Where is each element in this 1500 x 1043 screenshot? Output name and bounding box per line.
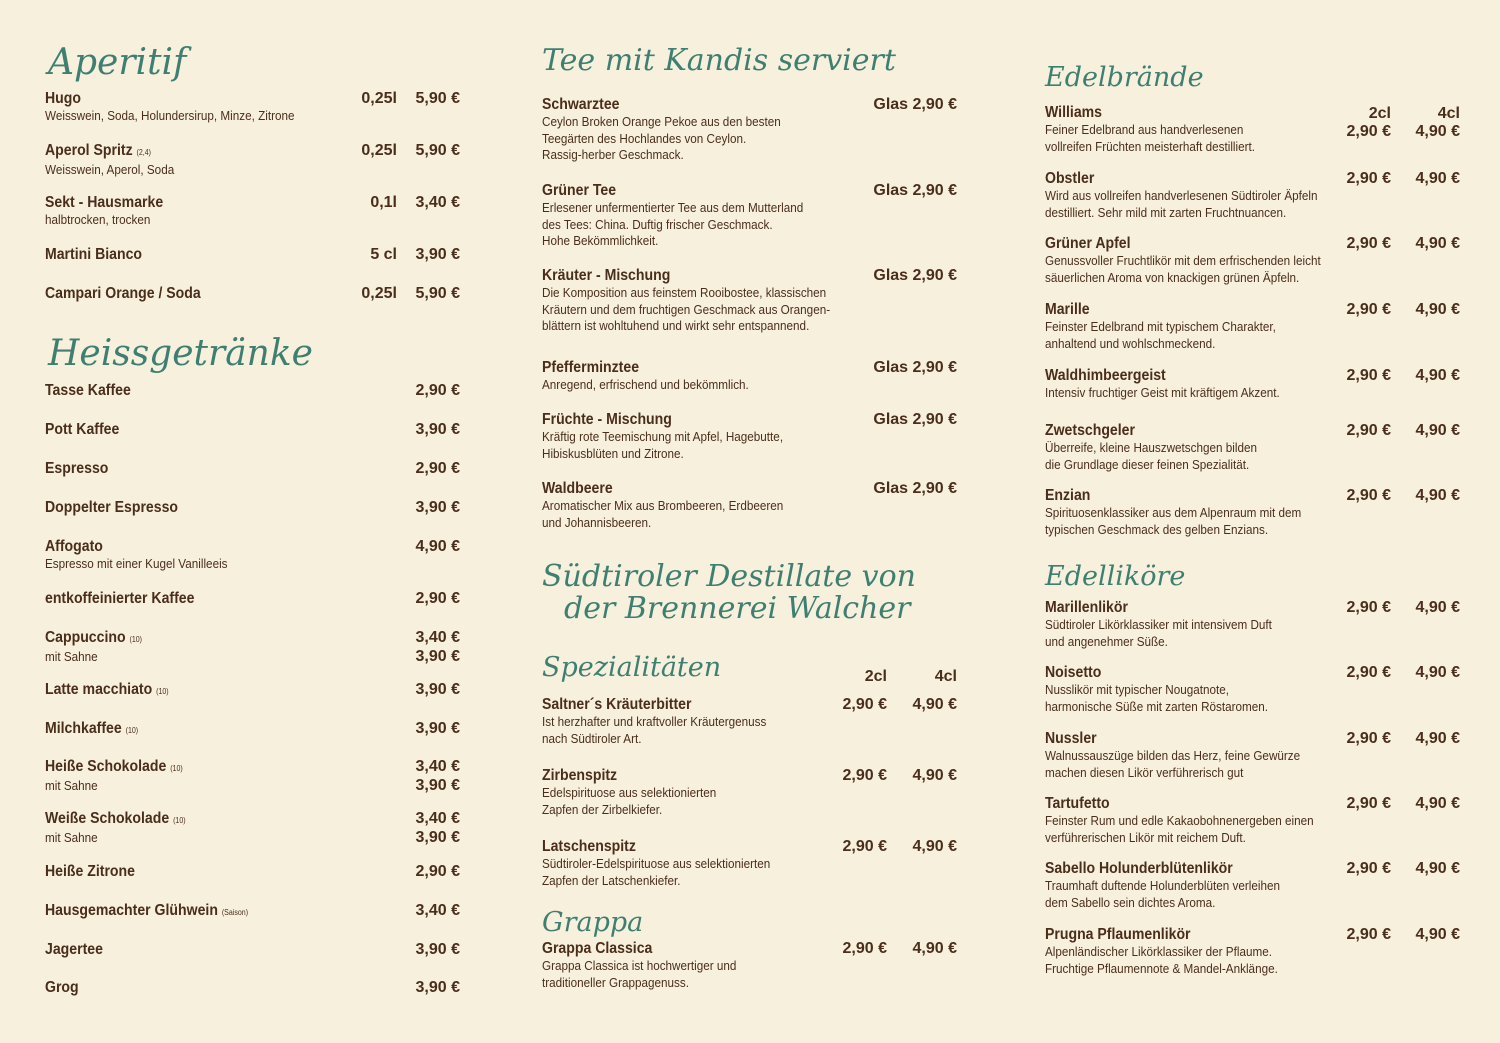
menu-item — [542, 939, 957, 991]
menu-item — [1045, 925, 1460, 977]
item-description-line: und angenehmer Süße. — [1045, 633, 1168, 649]
item-description-line: Edelspirituose aus selektionierten — [542, 785, 717, 800]
item-description-line: Zapfen der Zirbelkiefer. — [542, 801, 663, 817]
item-name-text: Hugo — [45, 90, 81, 107]
item-price: 5,90 € — [415, 90, 460, 107]
item-price-4cl: 4,90 € — [1415, 235, 1460, 252]
item-description-line: destilliert. Sehr mild mit zarten Fruchtnuancen. — [1045, 204, 1287, 220]
item-name — [542, 95, 907, 114]
item-name-text: Marille — [1045, 301, 1090, 318]
item-name — [45, 680, 410, 701]
item-price-2cl: 2,90 € — [1346, 926, 1391, 943]
item-name-text: Pott Kaffee — [45, 421, 120, 438]
item-price-4cl: 4,90 € — [912, 940, 957, 957]
item-price: 3,90 € — [415, 941, 460, 958]
item-price-4cl: 4,90 € — [912, 767, 957, 784]
item-name-text: Tartufetto — [1045, 795, 1110, 812]
item-description: Weisswein, Soda, Holundersirup, Minze, Zitrone — [45, 108, 295, 123]
item-name-text: Aperol Spritz — [45, 142, 133, 159]
item-description-line: vollreifen Früchten meisterhaft destilliert. — [1045, 138, 1256, 154]
item-price-with-cream: 3,90 € — [415, 829, 460, 846]
item-name — [45, 809, 410, 830]
item-description-line: machen diesen Likör verführerisch gut — [1045, 764, 1244, 780]
item-price-4cl: 4,90 € — [1415, 487, 1460, 504]
item-price: Glas 2,90 € — [873, 96, 957, 113]
aperitif-heading: Aperitif — [48, 42, 187, 83]
item-name — [45, 193, 410, 212]
item-price-with-cream: 3,90 € — [415, 648, 460, 665]
item-note: (10) — [170, 764, 183, 773]
edelbraende-col-4cl: 4cl — [1437, 105, 1460, 122]
item-price: 3,90 € — [415, 979, 460, 996]
item-price: 3,90 € — [415, 720, 460, 737]
item-description-line: Walnussauszüge bilden das Herz, feine Gewürze — [1045, 748, 1301, 763]
item-description-line: Spirituosenklassiker aus dem Alpenraum mit dem — [1045, 505, 1302, 520]
item-note: (10) — [125, 726, 139, 735]
menu-item — [45, 862, 460, 881]
item-name-text: Noisetto — [1045, 664, 1102, 681]
edelbraende-col-2cl: 2cl — [1368, 105, 1391, 122]
item-name-text: Früchte - Mischung — [542, 411, 672, 428]
item-name-text: Jagertee — [45, 941, 103, 958]
menu-item — [45, 498, 460, 517]
item-name-text: Zwetschgeler — [1045, 422, 1135, 439]
item-price: 2,90 € — [415, 460, 460, 477]
item-volume: 0,25l — [361, 90, 397, 107]
item-description-line: säuerlichen Aroma von knackigen grünen Äpfeln. — [1045, 269, 1300, 285]
item-note: (10) — [129, 635, 143, 644]
menu-item — [1045, 663, 1460, 715]
item-price: 4,90 € — [415, 538, 460, 555]
item-price-with-cream: 3,90 € — [415, 777, 460, 794]
item-name-text: Latte macchiato — [45, 681, 153, 698]
item-price: 2,90 € — [415, 382, 460, 399]
item-name-text: Grüner Tee — [542, 182, 617, 199]
item-price-4cl: 4,90 € — [912, 696, 957, 713]
spezialitaeten-col-2cl: 2cl — [864, 668, 887, 685]
item-price-4cl: 4,90 € — [1415, 730, 1460, 747]
edellikoere-heading: Edelliköre — [1045, 561, 1186, 592]
item-price-4cl: 4,90 € — [1415, 367, 1460, 384]
item-description-line: Wird aus vollreifen handverlesenen Südtiroler Äpfeln — [1045, 188, 1318, 203]
menu-item — [45, 901, 460, 922]
item-note: (10) — [156, 687, 169, 696]
menu-item — [542, 479, 957, 531]
item-volume: 5 cl — [370, 246, 397, 263]
item-description-line: Hohe Bekömmlichkeit. — [542, 233, 659, 248]
item-name-text: Espresso — [45, 460, 109, 477]
item-name-text: Kräuter - Mischung — [542, 267, 671, 284]
menu-item — [45, 89, 460, 125]
item-price-2cl: 2,90 € — [1346, 170, 1391, 187]
item-price-2cl: 2,90 € — [1346, 795, 1391, 812]
item-price-2cl: 2,90 € — [1346, 860, 1391, 877]
item-price-2cl: 2,90 € — [1346, 599, 1391, 616]
menu-item — [1045, 300, 1460, 352]
item-name-text: Sabello Holunderblütenlikör — [1045, 860, 1233, 877]
destillate-heading-line2: der Brennerei Walcher — [564, 591, 911, 626]
spezialitaeten-heading: Spezialitäten — [542, 652, 722, 683]
item-price-4cl: 4,90 € — [1415, 422, 1460, 439]
item-price: 2,90 € — [415, 863, 460, 880]
item-description-line: Intensiv fruchtiger Geist mit kräftigem Akzent. — [1045, 385, 1280, 400]
item-price: 3,90 € — [415, 499, 460, 516]
item-name-text: Campari Orange / Soda — [45, 285, 201, 302]
item-name — [45, 757, 410, 778]
item-name-text: Zirbenspitz — [542, 767, 618, 784]
menu-item — [45, 245, 460, 264]
item-description: mit Sahne — [45, 778, 98, 793]
item-price-4cl: 4,90 € — [1415, 795, 1460, 812]
item-price: 3,40 € — [415, 902, 460, 919]
item-name — [542, 479, 907, 498]
item-name — [45, 381, 410, 400]
item-description: mit Sahne — [45, 649, 98, 664]
item-description-line: Fruchtige Pflaumennote & Mandel-Anklänge. — [1045, 960, 1278, 976]
item-name-text: Latschenspitz — [542, 838, 636, 855]
menu-item — [1045, 421, 1460, 473]
menu-item — [45, 589, 460, 608]
item-description-line: Überreife, kleine Hauszwetschgen bilden — [1045, 440, 1258, 455]
menu-item — [45, 719, 460, 740]
item-description-line: Feiner Edelbrand aus handverlesenen — [1045, 122, 1244, 137]
menu-item — [1045, 366, 1460, 402]
item-name-text: Grog — [45, 979, 79, 996]
item-name-text: Doppelter Espresso — [45, 499, 179, 516]
menu-item — [1045, 794, 1460, 846]
menu-item — [45, 628, 460, 666]
item-description: halbtrocken, trocken — [45, 212, 151, 227]
item-description-line: Anregend, erfrischend und bekömmlich. — [542, 377, 749, 392]
menu-item — [542, 95, 957, 164]
item-description-line: Südtiroler Likörklassiker mit intensivem Duft — [1045, 617, 1272, 632]
menu-item — [45, 809, 460, 847]
item-name — [45, 459, 410, 478]
item-name-text: Grüner Apfel — [1045, 235, 1131, 252]
item-name-text: Milchkaffee — [45, 720, 122, 737]
item-volume: 0,25l — [361, 285, 397, 302]
item-name — [45, 420, 410, 439]
item-description-line: traditioneller Grappagenuss. — [542, 974, 689, 990]
item-name — [45, 862, 410, 881]
item-price: 3,90 € — [415, 246, 460, 263]
item-name — [542, 410, 907, 429]
item-name-text: Waldhimbeergeist — [1045, 367, 1166, 384]
item-description-line: Rassig-herber Geschmack. — [542, 147, 684, 162]
item-price-2cl: 2,90 € — [1346, 367, 1391, 384]
item-name-text: Nussler — [1045, 730, 1097, 747]
item-name — [45, 719, 410, 740]
menu-item — [542, 410, 957, 462]
item-description: mit Sahne — [45, 830, 98, 845]
item-name — [45, 141, 410, 162]
item-price-2cl: 2,90 € — [1346, 487, 1391, 504]
spezialitaeten-col-4cl: 4cl — [934, 668, 957, 685]
menu-item — [1045, 169, 1460, 221]
item-name — [45, 628, 410, 649]
item-description-line: Kräftig rote Teemischung mit Apfel, Hagebutte, — [542, 429, 784, 444]
item-price: 5,90 € — [415, 285, 460, 302]
menu-item — [45, 141, 460, 179]
item-name-text: Heiße Zitrone — [45, 863, 135, 880]
destillate-heading-line1: Südtiroler Destillate von — [542, 559, 916, 594]
menu-item — [542, 695, 957, 747]
item-price-4cl: 4,90 € — [912, 838, 957, 855]
item-price: 3,40 € — [415, 629, 460, 646]
heissgetraenke-heading: Heissgetränke — [48, 333, 313, 374]
item-name — [45, 589, 410, 608]
item-price-2cl: 2,90 € — [1346, 301, 1391, 318]
item-description-line: Alpenländischer Likörklassiker der Pflaume. — [1045, 944, 1272, 959]
item-price-2cl: 2,90 € — [1346, 235, 1391, 252]
item-description: Weisswein, Aperol, Soda — [45, 162, 175, 177]
item-price: Glas 2,90 € — [873, 480, 957, 497]
item-price: Glas 2,90 € — [873, 182, 957, 199]
item-description-line: anhaltend und wohlschmeckend. — [1045, 335, 1216, 351]
item-name-text: Waldbeere — [542, 480, 613, 497]
menu-item — [1045, 486, 1460, 538]
item-price-2cl: 2,90 € — [1346, 123, 1391, 140]
menu-item — [1045, 598, 1460, 650]
menu-item — [45, 420, 460, 439]
item-name-text: Williams — [1045, 104, 1102, 121]
item-note: (Saison) — [221, 908, 249, 917]
item-description-line: harmonische Süße mit zarten Röstaromen. — [1045, 698, 1269, 714]
item-name-text: Sekt - Hausmarke — [45, 194, 164, 211]
item-price-2cl: 2,90 € — [1346, 730, 1391, 747]
item-name — [45, 940, 410, 959]
menu-item — [1045, 729, 1460, 781]
item-name — [542, 181, 907, 200]
item-name-text: Obstler — [1045, 170, 1095, 187]
item-name — [45, 498, 410, 517]
menu-item — [45, 381, 460, 400]
item-price: Glas 2,90 € — [873, 359, 957, 376]
item-price-2cl: 2,90 € — [842, 838, 887, 855]
item-name-text: Tasse Kaffee — [45, 382, 131, 399]
grappa-heading: Grappa — [542, 907, 644, 938]
item-price-4cl: 4,90 € — [1415, 860, 1460, 877]
item-description-line: Grappa Classica ist hochwertiger und — [542, 958, 737, 973]
item-name-text: Prugna Pflaumenlikör — [1045, 926, 1191, 943]
menu-item — [45, 940, 460, 959]
item-name-text: Saltner´s Kräuterbitter — [542, 696, 692, 713]
item-name-text: Schwarztee — [542, 96, 620, 113]
menu-item — [542, 766, 957, 818]
item-price: 5,90 € — [415, 142, 460, 159]
item-description-line: Teegärten des Hochlandes von Ceylon. — [542, 130, 747, 146]
item-description-line: und Johannisbeeren. — [542, 514, 652, 530]
item-description-line: Ist herzhafter und kraftvoller Kräutergenuss — [542, 714, 767, 729]
item-name-text: Weiße Schokolade — [45, 810, 170, 827]
item-description-line: Die Komposition aus feinstem Rooibostee, klassischen — [542, 285, 827, 300]
item-description-line: typischen Geschmack des gelben Enzians. — [1045, 521, 1269, 537]
item-description-line: Ceylon Broken Orange Pekoe aus den besten — [542, 114, 781, 129]
item-name-text: Affogato — [45, 538, 103, 555]
item-price-4cl: 4,90 € — [1415, 926, 1460, 943]
item-price: Glas 2,90 € — [873, 411, 957, 428]
item-name — [45, 245, 410, 264]
item-price-4cl: 4,90 € — [1415, 599, 1460, 616]
item-name — [1045, 103, 1410, 122]
item-description-line: dem Sabello sein dichtes Aroma. — [1045, 894, 1216, 910]
item-description-line: verführerischen Likör mit reichem Duft. — [1045, 829, 1246, 845]
menu-item — [45, 459, 460, 478]
item-name — [45, 537, 410, 556]
item-name-text: entkoffeinierter Kaffee — [45, 590, 195, 607]
item-name — [45, 284, 410, 303]
menu-item — [45, 284, 460, 303]
item-name — [542, 358, 907, 377]
tee-heading: Tee mit Kandis serviert — [542, 43, 896, 78]
item-note: (2,4) — [136, 148, 152, 157]
item-description-line: Feinster Edelbrand mit typischem Charakter, — [1045, 319, 1276, 334]
item-name — [45, 901, 410, 922]
item-description-line: Feinster Rum und edle Kakaobohnenergeben einen — [1045, 813, 1314, 828]
menu-item — [45, 757, 460, 795]
item-description-line: des Tees: China. Duftig frischer Geschmack. — [542, 216, 773, 232]
item-price: 3,40 € — [415, 810, 460, 827]
item-price: 2,90 € — [415, 590, 460, 607]
item-price-2cl: 2,90 € — [1346, 422, 1391, 439]
item-description: Espresso mit einer Kugel Vanilleeis — [45, 556, 228, 571]
item-name — [45, 89, 410, 108]
item-name-text: Pfefferminztee — [542, 359, 640, 376]
item-name-text: Cappuccino — [45, 629, 126, 646]
item-description-line: Nusslikör mit typischer Nougatnote, — [1045, 682, 1230, 697]
item-name — [542, 266, 907, 285]
item-name-text: Hausgemachter Glühwein — [45, 902, 218, 919]
item-description-line: blättern ist wohltuhend und wirkt sehr entspannend. — [542, 318, 810, 333]
menu-item — [542, 266, 957, 335]
item-price: 3,90 € — [415, 681, 460, 698]
menu-item — [45, 978, 460, 997]
item-price: 3,90 € — [415, 421, 460, 438]
item-description-line: Erlesener unfermentierter Tee aus dem Mutterland — [542, 200, 804, 215]
item-price-2cl: 2,90 € — [842, 696, 887, 713]
item-name-text: Grappa Classica — [542, 940, 653, 957]
item-price-4cl: 4,90 € — [1415, 664, 1460, 681]
item-name-text: Heiße Schokolade — [45, 758, 167, 775]
item-note: (10) — [173, 816, 186, 825]
item-description-line: Zapfen der Latschenkiefer. — [542, 872, 681, 888]
menu-item — [542, 837, 957, 889]
menu-item — [45, 537, 460, 573]
item-price: 3,40 € — [415, 194, 460, 211]
item-name-text: Enzian — [1045, 487, 1091, 504]
menu-item — [45, 193, 460, 229]
item-name-text: Martini Bianco — [45, 246, 143, 263]
menu-item — [542, 181, 957, 250]
menu-item — [542, 358, 957, 394]
item-price-4cl: 4,90 € — [1415, 123, 1460, 140]
item-description-line: nach Südtiroler Art. — [542, 730, 642, 746]
item-description-line: Traumhaft duftende Holunderblüten verleihen — [1045, 878, 1281, 893]
menu-item — [1045, 103, 1460, 155]
edelbraende-heading: Edelbrände — [1045, 62, 1204, 93]
menu-item — [1045, 859, 1460, 911]
item-volume: 0,25l — [361, 142, 397, 159]
item-description-line: Hibiskusblüten und Zitrone. — [542, 445, 684, 461]
item-description-line: Südtiroler-Edelspirituose aus selektionierten — [542, 856, 771, 871]
item-price: Glas 2,90 € — [873, 267, 957, 284]
item-description-line: die Grundlage dieser feinen Spezialität. — [1045, 456, 1250, 472]
item-price-2cl: 2,90 € — [842, 767, 887, 784]
item-price-4cl: 4,90 € — [1415, 301, 1460, 318]
item-price-2cl: 2,90 € — [842, 940, 887, 957]
item-description-line: Genussvoller Fruchtlikör mit dem erfrischenden leicht — [1045, 253, 1321, 268]
item-description-line: Aromatischer Mix aus Brombeeren, Erdbeeren — [542, 498, 784, 513]
item-price-2cl: 2,90 € — [1346, 664, 1391, 681]
item-volume: 0,1l — [370, 194, 397, 211]
item-name-text: Marillenlikör — [1045, 599, 1128, 616]
menu-item — [45, 680, 460, 701]
item-price-4cl: 4,90 € — [1415, 170, 1460, 187]
item-name — [45, 978, 410, 997]
item-price: 3,40 € — [415, 758, 460, 775]
item-description-line: Kräutern und dem fruchtigen Geschmack aus Orangen- — [542, 301, 831, 317]
menu-item — [1045, 234, 1460, 286]
